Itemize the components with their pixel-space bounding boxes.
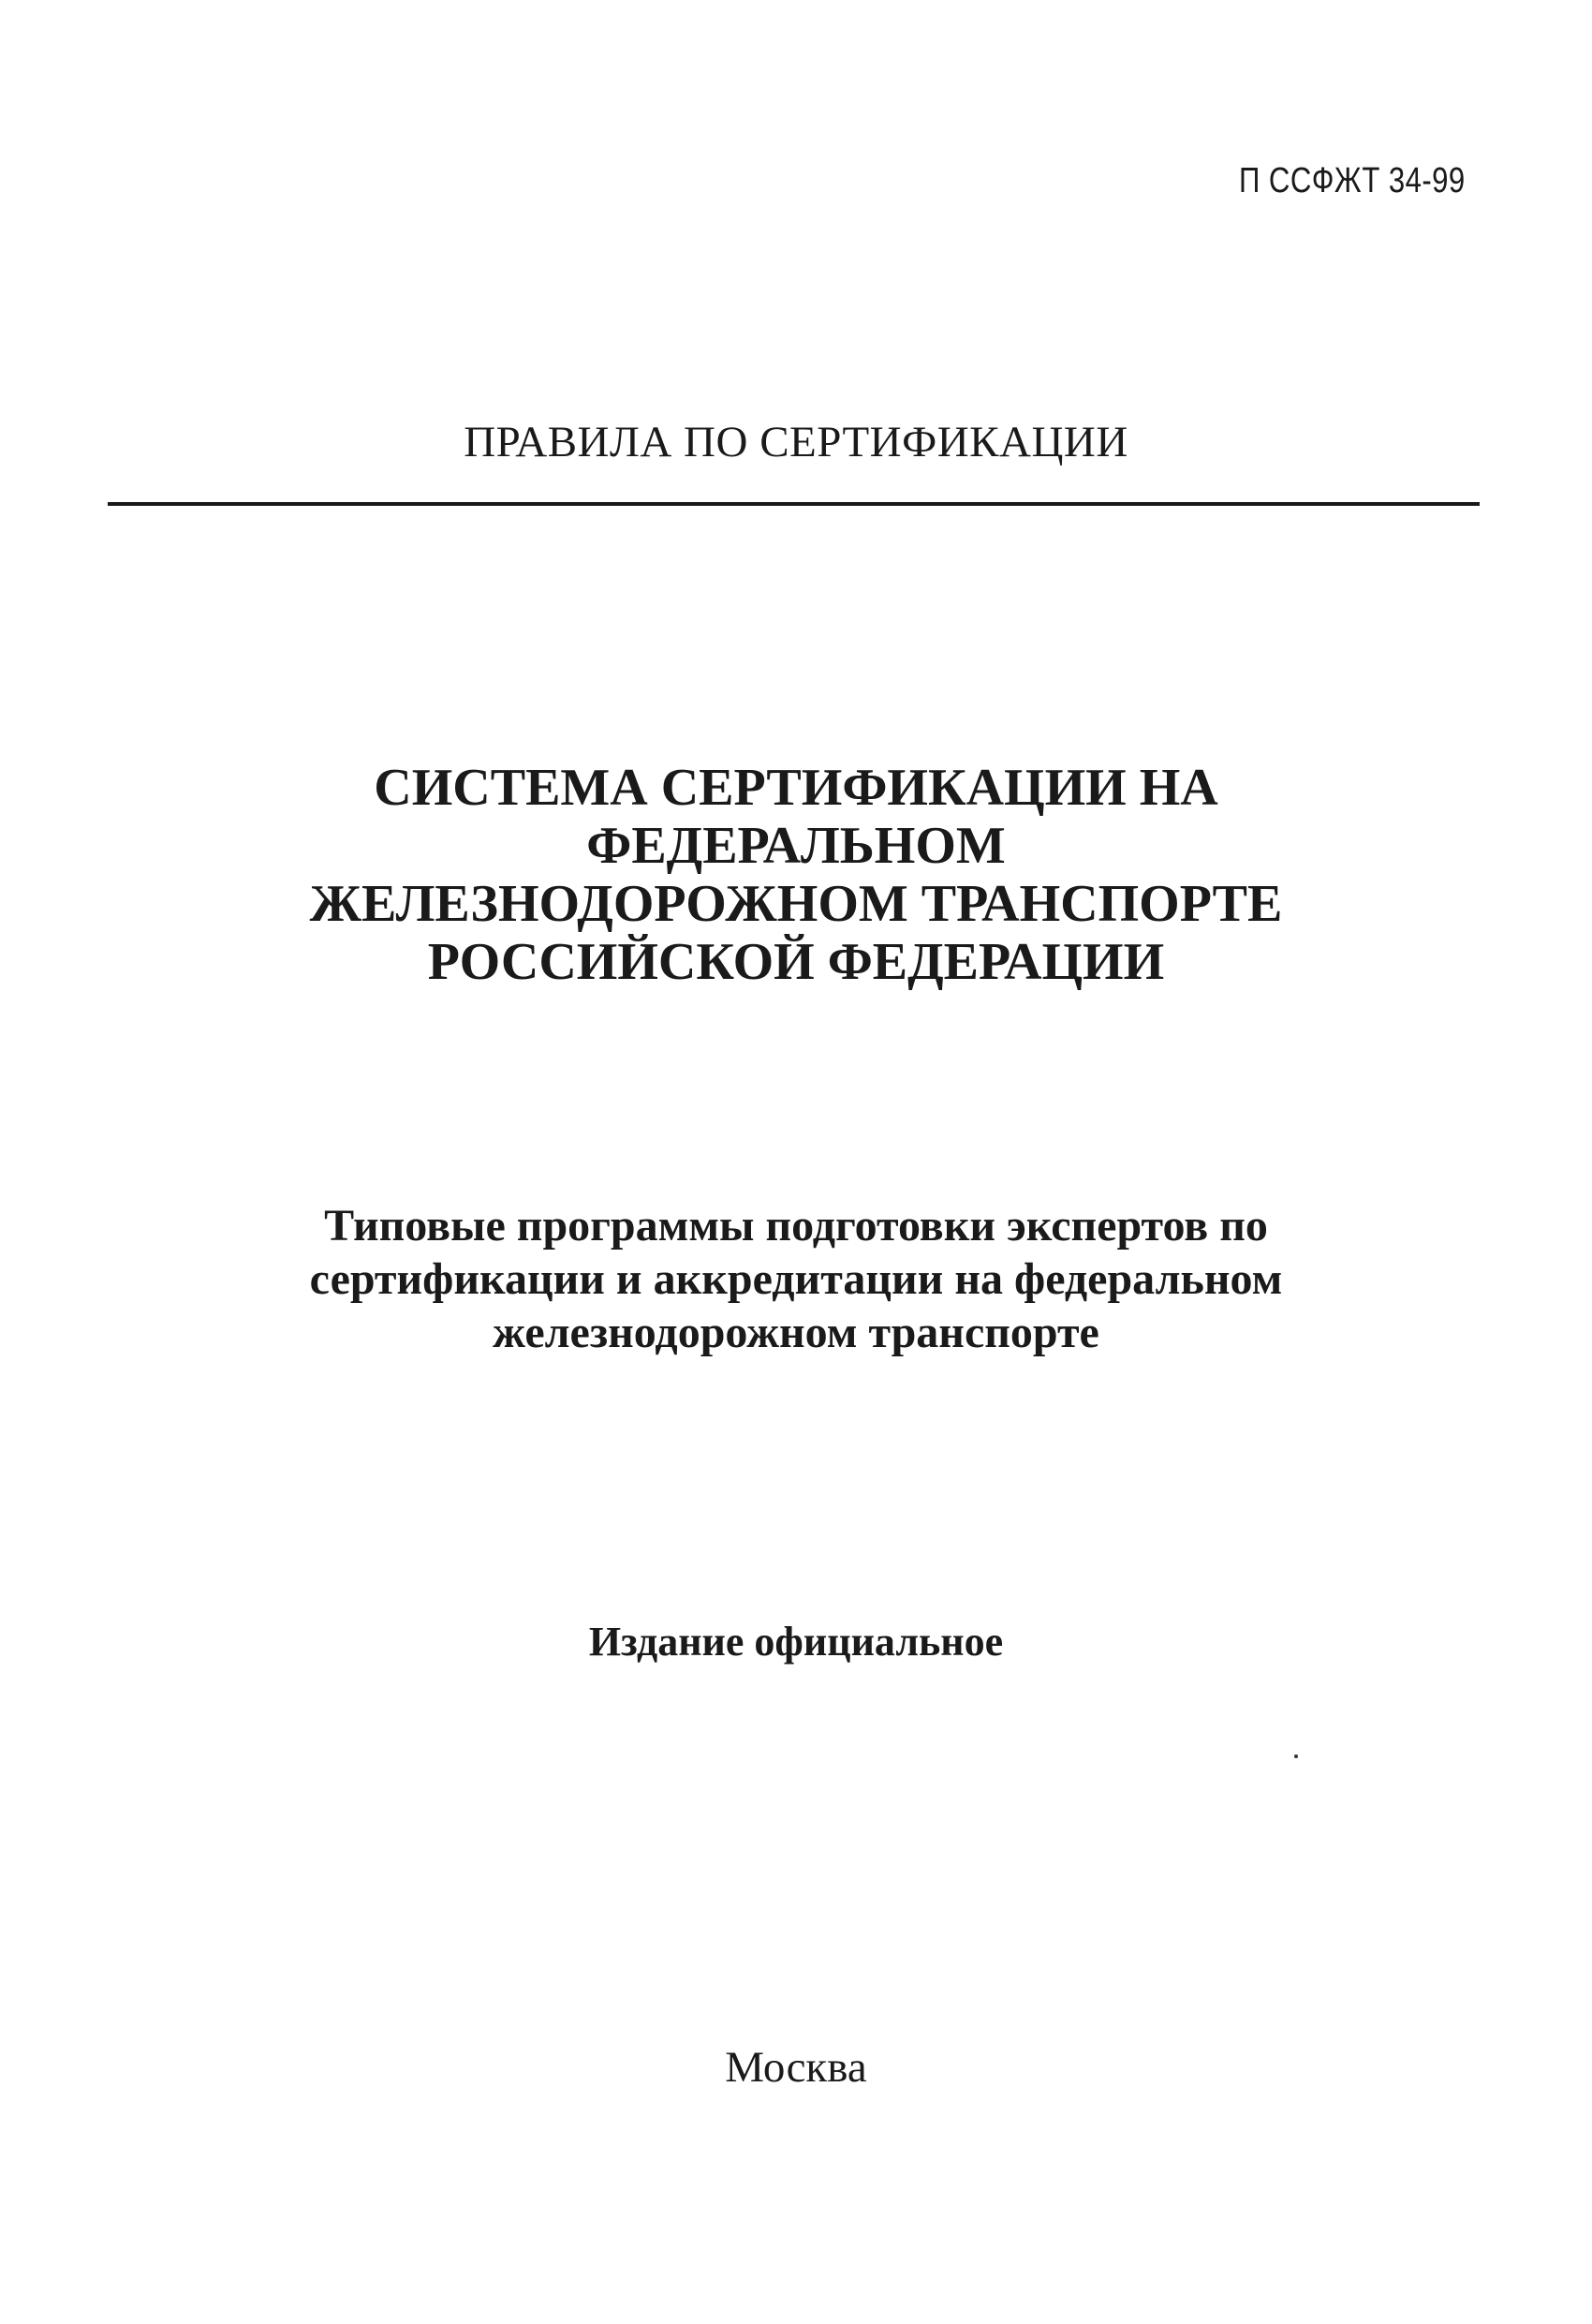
system-title-line: СИСТЕМА СЕРТИФИКАЦИИ НА (374, 759, 1218, 817)
subtitle-line: железнодорожном транспорте (493, 1308, 1099, 1357)
horizontal-rule (108, 502, 1480, 506)
publication-city: Москва (725, 2043, 867, 2092)
system-title-line: РОССИЙСКОЙ ФЕДЕРАЦИИ (427, 933, 1165, 991)
system-title (0, 759, 1592, 991)
subtitle-line: сертификации и аккредитации на федеральном (309, 1254, 1283, 1304)
subtitle-line: Типовые программы подготовки экспертов по (324, 1201, 1268, 1251)
series-title: ПРАВИЛА ПО СЕРТИФИКАЦИИ (464, 418, 1128, 466)
scan-speck (1294, 1754, 1298, 1758)
document-subtitle (0, 1199, 1592, 1359)
system-title-line: ФЕДЕРАЛЬНОМ (586, 817, 1006, 875)
document-code: П ССФЖТ 34-99 (1239, 161, 1466, 200)
system-title-line: ЖЕЛЕЗНОДОРОЖНОМ ТРАНСПОРТЕ (309, 875, 1283, 933)
edition-label: Издание официальное (588, 1619, 1004, 1665)
